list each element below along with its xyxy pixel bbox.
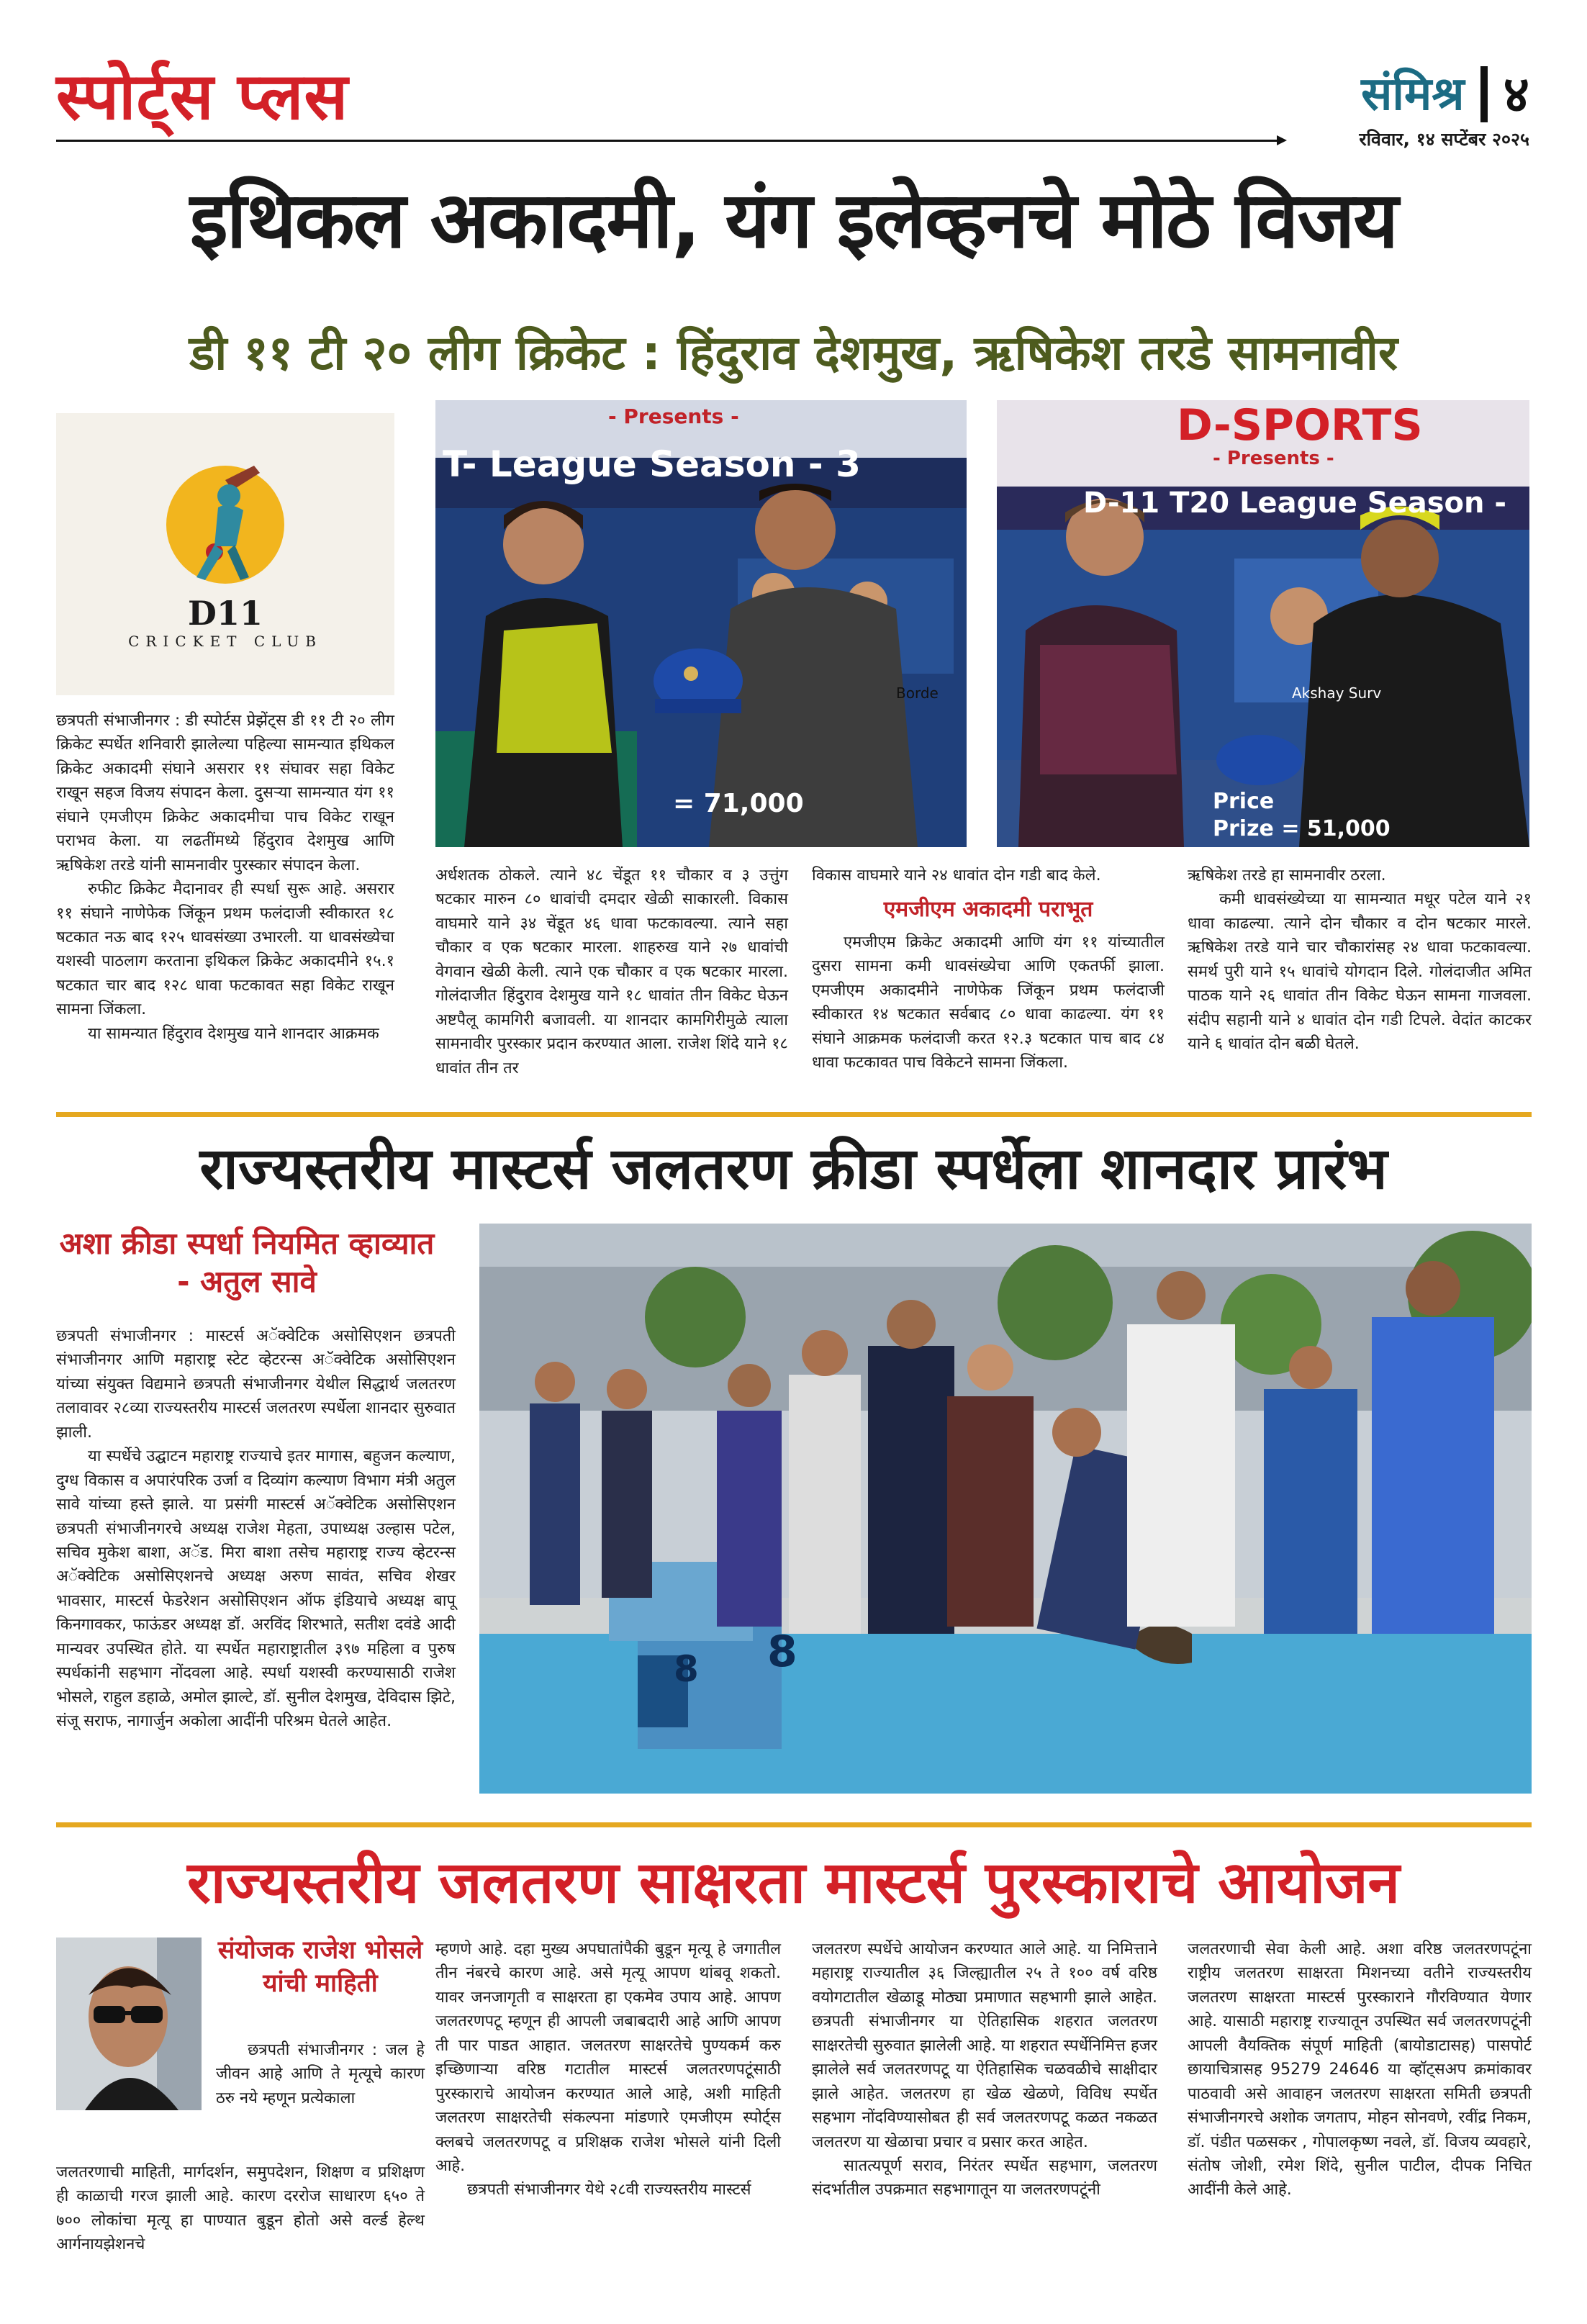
- story1-para: अर्धशतक ठोकले. त्याने ४८ चेंडूत ११ चौकार व ३ उत्तुंग षटकार मारुन ८० धावांची दमदार खेळी साकारली. विकास वाघमारे याने ३४ चेंडूत ४६ धावा फटकावल्या. त्याने सहा चौकार व एक षटकार मारला. शाहरुख याने २७ धावांची वेगवान खेळी केली. त्याने एक चौकार व एक षटकार मारला. गोलंदाजीत हिंदुराव देशमुख याने १८ धावांत तीन विकेट घेऊन अष्टपैलू कामगिरी बजावली. या शानदार कामगिरीमुळे त्याला सामनावीर पुरस्कार प्रदान करण्यात आला. राजेश शिंदे याने १८ धावांत तीन तर: [435, 867, 788, 1077]
- story3-column-1: [56, 2161, 425, 2257]
- story1-col3-subhead: एमजीएम अकादमी पराभूत: [883, 897, 1093, 923]
- photo2-prize: Prize = 51,000: [1213, 816, 1391, 841]
- story3-para: म्हणणे आहे. दहा मुख्य अपघातांपैकी बुडून मृत्यू हे जगातील तीन नंबरचे कारण आहे. असे मृत्यू आपण थांबवू शकतो. यावर जनजागृती व साक्षरता हा एकमेव उपाय आहे. आपण जलतरणपटू म्हणून ही आपली जबाबदारी आहे आणि आपण ती पार पाडत आहात. जलतरण साक्षरतेचे पुण्यकर्म करु इच्छिणाऱ्या वरिष्ठ गटातील मास्टर्स जलतरणपटूंसाठी पुरस्काराचे आयोजन करण्यात आले आहे, अशी माहिती जलतरण साक्षरतेची संकल्पना मांडणारे एमजीएम स्पोर्ट्स क्लबचे जलतरणपटू व प्रशिक्षक राजेश भोसले यांनी दिली आहे.: [435, 1940, 781, 2175]
- section-divider-2: [56, 1822, 1532, 1827]
- story3-headline: राज्यस्तरीय जलतरण साक्षरता मास्टर्स पुरस्काराचे आयोजन: [187, 1849, 1400, 1916]
- story3-para: छत्रपती संभाजीनगर येथे २८वी राज्यस्तरीय मास्टर्स: [467, 2181, 751, 2199]
- d11-logo: [56, 413, 394, 695]
- story1-para: विकास वाघमारे याने २४ धावांत दोन गडी बाद केले.: [812, 867, 1101, 885]
- masthead-divider: [1480, 66, 1488, 122]
- story3-column-4: [1188, 1938, 1532, 2202]
- story1-headline: इथिकल अकादमी, यंग इलेव्हनचे मोठे विजय: [189, 176, 1398, 266]
- story3-para: जलतरणाची सेवा केली आहे. अशा वरिष्ठ जलतरणपटूंना राष्ट्रीय जलतरण साक्षरता मिशनच्या वतीने राज्यस्तरीय जलतरण साक्षरता मास्टर्स पुरस्काराने गौरविण्यात येणार आहे. यासाठी महाराष्ट्र राज्यातून उपस्थित सर्व जलतरणपटूंनी आपली वैयक्तिक संपूर्ण माहिती (बायोडाटासह) पासपोर्ट छायाचित्रासह 95279 24646 या व्हॉट्सअप क्रमांकावर पाठवावी असे आवाहन जलतरण साक्षरता समिती छत्रपती संभाजीनगरचे अशोक जगताप, मोहन सोनवणे, रवींद्र निकम, डॉ. पंडीत पळसकर , गोपालकृष्ण नवले, डॉ. विजय व्यवहारे, संतोष जोशी, रमेश शिंदे, सुनील पाटील, दीपक निचित आदींनी केले आहे.: [1188, 1940, 1532, 2199]
- story1-column-2: [435, 864, 788, 1080]
- story1-column-3: [812, 864, 1165, 1075]
- story3-para: छत्रपती संभाजीनगर : जल हे जीवन आहे आणि ते मृत्यूचे कारण ठरु नये म्हणून प्रत्येकाला: [216, 2041, 425, 2107]
- page-number: ४: [1503, 65, 1529, 124]
- logo-subtitle: CRICKET CLUB: [128, 633, 322, 650]
- photo2-name-tag: Akshay Surv: [1292, 684, 1382, 702]
- story1-photo-2: [997, 400, 1529, 847]
- story1-para: रुफीट क्रिकेट मैदानावर ही स्पर्धा सुरू आहे. असरार ११ संघाने नाणेफेक जिंकून प्रथम फलंदाजी स्वीकारत १८ षटकात नऊ बाद १२५ धावसंख्या उभारली. या धावसंख्येचा यशस्वी पाठलाग करताना इथिकल क्रिकेट अकादमीने १५.१ षटकात चार बाद १२८ धावा फटकावत सहा विकेट राखून सामना जिंकला.: [56, 880, 394, 1019]
- story2-headline: राज्यस्तरीय मास्टर्स जलतरण क्रीडा स्पर्धेला शानदार प्रारंभ: [199, 1135, 1388, 1202]
- banner-brand: D-SPORTS: [1177, 400, 1423, 451]
- start-block-2: 8: [767, 1627, 797, 1677]
- section-label-group: [1361, 66, 1529, 122]
- story1-para: ऋषिकेश तरडे हा सामनावीर ठरला.: [1188, 867, 1386, 885]
- banner-presents: - Presents -: [608, 404, 739, 428]
- story3-portrait: [56, 1938, 202, 2110]
- story3-column-1-lead: [216, 2038, 425, 2110]
- story1-subhead: डी ११ टी २० लीग क्रिकेट : हिंदुराव देशमुख, ऋषिकेश तरडे सामनावीर: [189, 325, 1398, 381]
- story1-para: छत्रपती संभाजीनगर : डी स्पोर्टस प्रेझेंट्स डी ११ टी २० लीग क्रिकेट स्पर्धेत शनिवारी झालेल्या पहिल्या सामन्यात इथिकल क्रिकेट अकादमी संघाने असरार ११ संघावर सहा विकेट राखून सहज विजय संपादन केला. दुसऱ्या सामन्यात यंग ११ संघाने एमजीएम क्रिकेट अकादमीचा पाच विकेट राखून पराभव केला. या लढतींमध्ये हिंदुराव देशमुख आणि ऋषिकेश तरडे यांनी सामनावीर पुरस्कार संपादन केला.: [56, 712, 394, 874]
- story1-photo-1: [435, 400, 967, 847]
- story3-subhead: संयोजक राजेश भोसले यांची माहिती: [217, 1936, 423, 1998]
- banner-presents-2: - Presents -: [1213, 448, 1334, 469]
- story1-para: एमजीएम क्रिकेट अकादमी आणि यंग ११ यांच्यातील दुसरा सामना कमी धावसंख्येचा आणि एकतर्फी झाला. एमजीएम अकादमीने नाणेफेक जिंकून प्रथम फलंदाजी स्वीकारत १४ षटकात सर्वबाद ८० धावा काढल्या. यंग ११ संघाने आक्रमक फलंदाजी करत १२.३ षटकात पाच बाद ८४ धावा फटकावत पाच विकेटने सामना जिंकला.: [812, 933, 1165, 1072]
- masthead-title: स्पोर्ट्स प्लस: [56, 59, 349, 135]
- story1-para: या सामन्यात हिंदुराव देशमुख याने शानदार आक्रमक: [88, 1024, 379, 1043]
- story3-para: जलतरण स्पर्धेचे आयोजन करण्यात आले आहे. या निमित्ताने महाराष्ट्र राज्यातील ३६ जिल्ह्यातील २५ ते १०० वर्ष वरिष्ठ वयोगटातील खेळाडू मोठ्या प्रमाणात सहभागी झाले आहेत. छत्रपती संभाजीनगर या ऐतिहासिक शहरात जलतरण साक्षरतेची सुरुवात झालेली आहे. या शहरात स्पर्धेनिमित्त हजर झालेले सर्व जलतरणपटू या ऐतिहासिक चळवळीचे साक्षीदार झाले आहेत. जलतरण हा खेळ खेळणे, विविध स्पर्धेत सहभाग नोंदविण्यासोबत ही सर्व जलतरणपटू कळत नकळत जलतरण या खेळाचा प्रचार व प्रसार करत आहेत.: [812, 1940, 1157, 2151]
- masthead-rule: [56, 140, 1280, 142]
- start-block-1: 8: [674, 1648, 699, 1690]
- story1-para: कमी धावसंख्येच्या या सामन्यात मधूर पटेल याने २१ धावा काढल्या. त्याने दोन चौकार व दोन षटकार मारले. ऋषिकेश तरडे याने चार चौकारांसह २४ धावा फटकावल्या. समर्थ पुरी याने १५ धावांचे योगदान दिले. गोलंदाजीत अमित पाठक याने २६ धावांत तीन विकेट घेऊन सामना गाजवला. संदीप सहानी याने ४ धावांत दोन गडी टिपले. वेदांत काटकर याने ६ धावांत दोन बळी घेतले.: [1188, 890, 1532, 1054]
- story1-column-1: [56, 709, 394, 1046]
- photo1-name-tag: Borde: [896, 684, 939, 702]
- photo2-price: Price: [1213, 789, 1275, 814]
- inauguration-scene: [479, 1224, 1532, 1794]
- story2-column: [56, 1324, 456, 1733]
- section-name: संमिश्र: [1361, 68, 1465, 121]
- story2-para: या स्पर्धेचे उद्घाटन महाराष्ट्र राज्याचे इतर मागास, बहुजन कल्याण, दुग्ध विकास व अपारंपरिक उर्जा व दिव्यांग कल्याण विभाग मंत्री अतुल सावे यांच्या हस्ते झाले. या प्रसंगी मास्टर्स अॅक्वेटिक असोसिएशन छत्रपती संभाजीनगरचे अध्यक्ष राजेश मेहता, उपाध्यक्ष उल्हास पटेल, सचिव मुकेश बाशा, अॅड. मिरा बाशा तसेच महाराष्ट्र राज्य व्हेटरन्स अॅक्वेटिक असोसिएशनचे अध्यक्ष अरुण सावंत, सचिव शेखर भावसार, मास्टर्स फेडरेशन असोसिएशन ऑफ इंडियाचे अध्यक्ष बापू किनगावकर, फाऊंडर अध्यक्ष डॉ. अरविंद शिरभाते, सतीश दवंडे आदी मान्यवर उपस्थित होते. या स्पर्धेत महाराष्ट्रातील ३९७ महिला व पुरुष स्पर्धकांनी सहभाग नोंदवला आहे. स्पर्धा यशस्वी करण्यासाठी राजेश भोसले, राहुल डहाळे, अमोल झाल्टे, डॉ. सुनील देशमुख, देविदास झिटे, संजू सराफ, नागार्जुन अकोला आदींनी परिश्रम घेतले आहेत.: [56, 1447, 456, 1730]
- story1-column-4: [1188, 864, 1532, 1057]
- section-divider-1: [56, 1112, 1532, 1117]
- story2-para: छत्रपती संभाजीनगर : मास्टर्स अॅक्वेटिक असोसिएशन छत्रपती संभाजीनगर आणि महाराष्ट्र स्टेट व्हेटरन्स अॅक्वेटिक असोसिएशन यांच्या संयुक्त विद्यमाने छत्रपती संभाजीनगर येथील सिद्धार्थ जलतरण तलावावर २८व्या राज्यस्तरीय मास्टर्स जलतरण स्पर्धेला शानदार सुरुवात झाली.: [56, 1327, 456, 1442]
- banner-league: T- League Season - 3: [443, 443, 861, 485]
- story3-para: सातत्यपूर्ण सराव, निरंतर स्पर्धेत सहभाग, जलतरण संदर्भातील उपक्रमात सहभागातून या जलतरणपटूंनी: [812, 2156, 1157, 2199]
- story2-subhead: अशा क्रीडा स्पर्धा नियमित व्हाव्यात - अतुल सावे: [59, 1226, 435, 1299]
- story3-column-2: [435, 1938, 781, 2202]
- story3-column-3: [812, 1938, 1157, 2202]
- story3-para: जलतरणाची माहिती, मार्गदर्शन, समुपदेशन, शिक्षण व प्रशिक्षण ही काळाची गरज झाली आहे. कारण दररोज साधारण ६५० ते ७०० लोकांचा मृत्यू हा पाण्यात बुडून होतो असे वर्ल्ड हेल्थ आर्गनायझेशनचे: [56, 2164, 425, 2254]
- cricket-player-icon: [157, 458, 294, 588]
- banner-league-2: D-11 T20 League Season -: [1083, 487, 1507, 520]
- portrait-image: [56, 1938, 202, 2110]
- logo-name: D11: [188, 594, 263, 633]
- issue-date: रविवार, १४ सप्टेंबर २०२५: [1359, 129, 1529, 150]
- photo1-prize: = 71,000: [673, 789, 804, 818]
- story2-photo: [479, 1224, 1532, 1794]
